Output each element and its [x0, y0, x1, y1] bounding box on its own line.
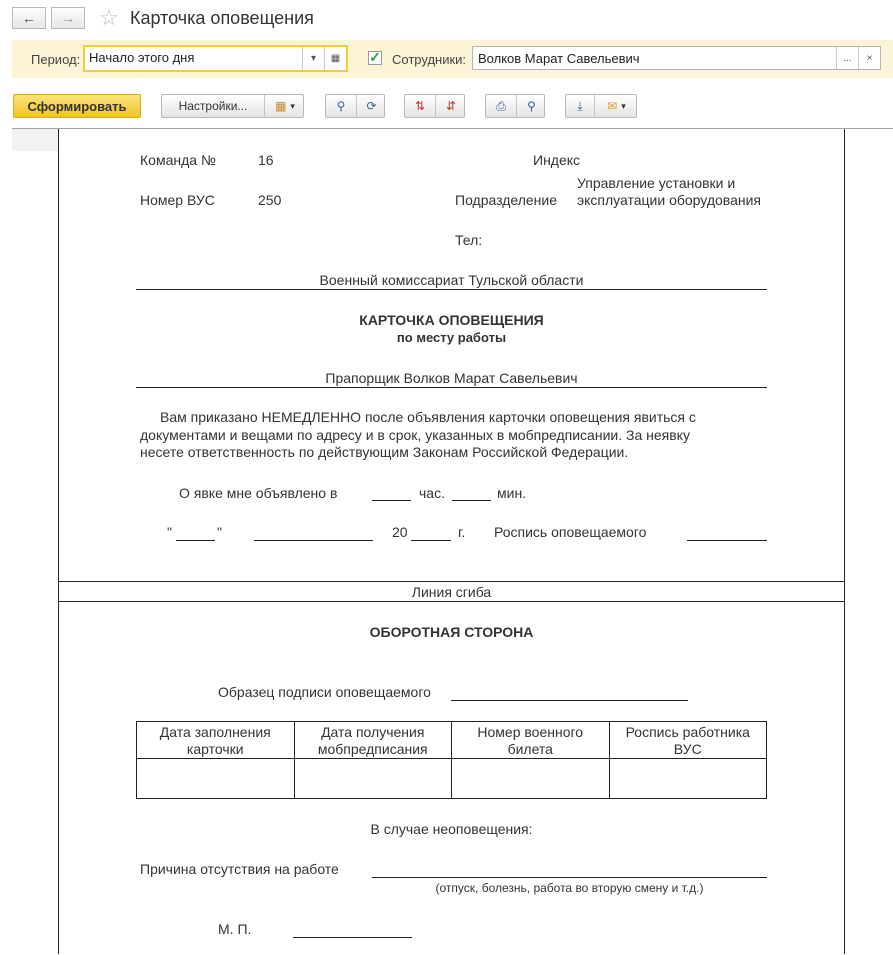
arrow-right-icon: →	[61, 10, 75, 26]
notification-table	[136, 721, 767, 799]
card-heading: КАРТОЧКА ОПОВЕЩЕНИЯ	[359, 312, 544, 328]
commissariat-underline	[136, 289, 767, 290]
vus-label: Номер ВУС	[140, 192, 215, 208]
order-text-line2: документами и вещами по адресу и в срок, указанных в мобпредписании. За неявку	[140, 427, 690, 443]
hours-label: час.	[419, 485, 445, 501]
variant-dropdown-button[interactable]	[264, 95, 305, 117]
employees-clear-button[interactable]	[858, 47, 880, 69]
arrow-left-icon: ←	[22, 10, 36, 26]
close-icon: ×	[866, 52, 873, 64]
signature-label: Роспись оповещаемого	[494, 524, 647, 540]
forward-button[interactable]	[51, 7, 85, 29]
print-preview-icon: ⚲	[527, 99, 536, 113]
save-button[interactable]	[566, 95, 594, 117]
report-variants-icon: ▦	[275, 99, 287, 113]
stamp-label: М. П.	[218, 921, 252, 937]
chevron-down-icon: ▾	[290, 100, 295, 111]
fold-bottom-line	[58, 601, 845, 602]
card-subheading: по месту работы	[396, 330, 507, 345]
chevron-down-icon: ▾	[621, 100, 626, 111]
subdivision-value-line1: Управление установки и	[577, 175, 736, 191]
export-button-group	[565, 94, 637, 118]
right-border	[844, 129, 845, 954]
back-heading: ОБОРОТНАЯ СТОРОНА	[369, 624, 534, 640]
signature-blank	[687, 540, 767, 541]
expand-button-group	[404, 94, 465, 118]
employees-field[interactable]	[472, 46, 881, 70]
table-header-military-id: Номер военного билета	[452, 722, 610, 759]
row-header-corner	[12, 129, 59, 151]
announced-label: О явке мне объявлено в	[179, 485, 338, 501]
team-label: Команда №	[140, 152, 216, 168]
expand-groups-button[interactable]	[405, 95, 435, 117]
absence-hint: (отпуск, болезнь, работа во вторую смену и т.д.)	[435, 881, 704, 895]
period-dropdown-button[interactable]	[302, 47, 324, 70]
signature-sample-label: Образец подписи оповещаемого	[218, 684, 431, 700]
fold-line-label: Линия сгиба	[411, 584, 492, 600]
index-label: Индекс	[533, 152, 581, 168]
period-calendar-button[interactable]	[324, 47, 346, 70]
absence-reason-label: Причина отсутствия на работе	[140, 861, 339, 877]
printer-icon: ⎙	[496, 98, 506, 113]
hours-blank	[372, 500, 411, 501]
calendar-icon: ▦	[330, 53, 341, 64]
left-border	[58, 129, 59, 954]
person-name: Прапорщик Волков Марат Савельевич	[325, 370, 578, 386]
person-underline	[136, 387, 767, 388]
search-next-button[interactable]	[356, 95, 386, 117]
period-label: Период:	[31, 52, 81, 67]
search-button-group	[325, 94, 385, 118]
minutes-blank	[452, 500, 491, 501]
table-cell	[294, 759, 452, 799]
day-blank	[176, 540, 215, 541]
employees-checkbox[interactable]	[368, 51, 382, 65]
quote-open: "	[167, 524, 172, 540]
print-button[interactable]	[486, 95, 516, 117]
search-next-icon: ⟳	[366, 99, 377, 113]
search-icon: ⚲	[336, 99, 346, 113]
signature-sample-blank	[451, 700, 688, 701]
stamp-blank	[293, 937, 412, 938]
fold-top-line	[58, 581, 845, 582]
commissariat: Военный комиссариат Тульской области	[319, 272, 584, 288]
envelope-icon: ✉	[607, 99, 618, 113]
table-cell	[452, 759, 610, 799]
subdivision-value-line2: эксплуатации оборудования	[577, 192, 761, 208]
period-field[interactable]	[83, 45, 348, 72]
table-header-vus-signature: Роспись работника ВУС	[609, 722, 767, 759]
generate-button[interactable]: Сформировать	[13, 94, 141, 118]
phone-label: Тел:	[455, 232, 483, 248]
star-icon[interactable]: ☆	[99, 5, 119, 30]
table-header-receive-date: Дата получения мобпредписания	[294, 722, 452, 759]
not-notified-label: В случае неоповещения:	[370, 821, 533, 837]
year-blank	[411, 540, 451, 541]
year-suffix: г.	[458, 524, 466, 540]
print-button-group	[485, 94, 545, 118]
download-icon: ⤓	[577, 98, 583, 113]
employees-label: Сотрудники:	[392, 52, 467, 67]
table-cell	[609, 759, 767, 799]
settings-button-group	[161, 94, 304, 118]
minutes-label: мин.	[497, 485, 527, 501]
vus-value: 250	[258, 192, 282, 208]
table-cell	[137, 759, 295, 799]
employees-select-button[interactable]: ...	[836, 47, 858, 69]
table-header-fill-date: Дата заполнения карточки	[137, 722, 295, 759]
print-preview-button[interactable]	[516, 95, 546, 117]
send-email-button[interactable]	[594, 95, 638, 117]
quote-close: "	[217, 524, 222, 540]
month-blank	[254, 540, 373, 541]
page-title: Карточка оповещения	[130, 8, 314, 28]
collapse-all-icon: ⇵	[445, 99, 457, 113]
year-prefix: 20	[392, 524, 408, 540]
expand-all-icon: ⇅	[414, 99, 426, 113]
search-button[interactable]	[326, 95, 356, 117]
settings-button[interactable]: Настройки...	[178, 99, 248, 113]
check-icon: ✓	[369, 49, 381, 65]
period-value: Начало этого дня	[89, 50, 195, 65]
collapse-groups-button[interactable]	[435, 95, 466, 117]
back-button[interactable]	[12, 7, 46, 29]
employees-value: Волков Марат Савельевич	[478, 51, 640, 66]
order-text-line3: несете ответственность по действующим Законам Российской Федерации.	[140, 444, 629, 460]
team-value: 16	[258, 152, 274, 168]
chevron-down-icon: ▾	[310, 53, 317, 64]
order-text-line1: Вам приказано НЕМЕДЛЕННО после объявления карточки оповещения явиться с	[160, 409, 696, 425]
absence-reason-blank	[372, 877, 767, 878]
subdivision-label: Подразделение	[455, 192, 558, 208]
